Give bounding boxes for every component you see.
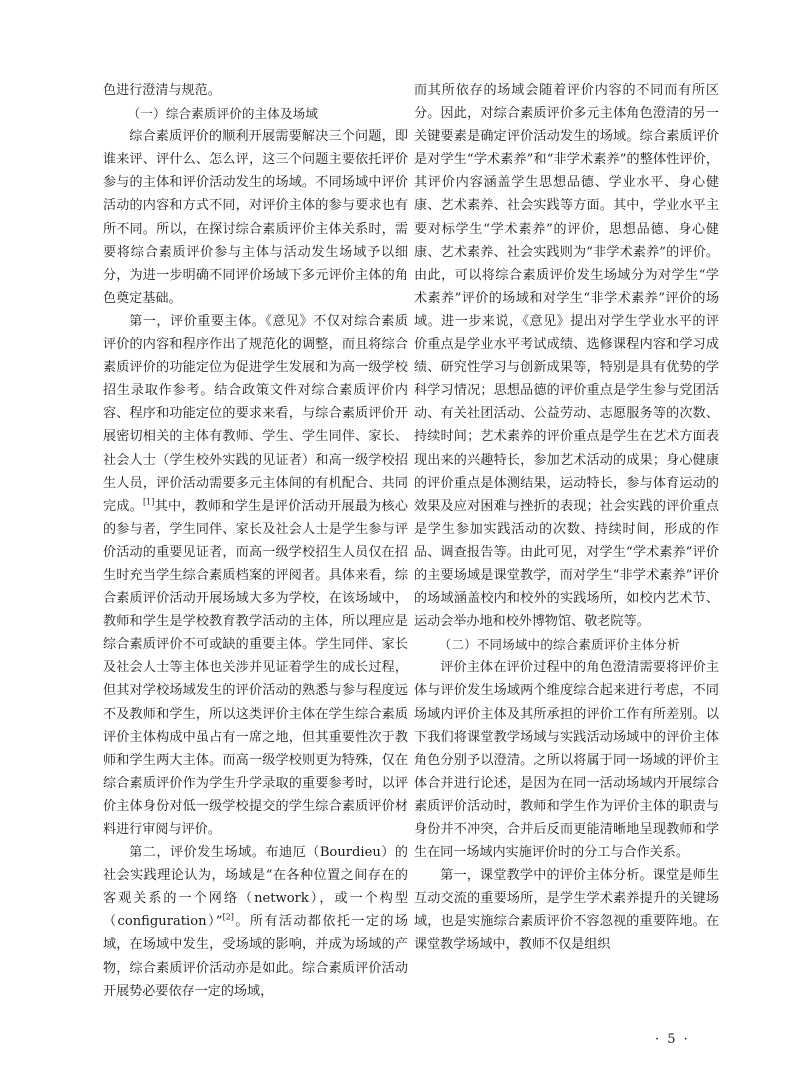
page-number: · 5 ·	[655, 1032, 690, 1047]
citation-ref: [2]	[222, 913, 234, 923]
left-column	[103, 79, 408, 1003]
paragraph: 综合素质评价的顺利开展需要解决三个问题，即谁来评、评什么、怎么评，这三个问题主要依托评价参与的主体和评价活动发生的场域。不同场域中评价活动的内容和方式不同，对评价主体的参与要求也有所不同。所以，在探讨综合素质评价主体关系时，需要将综合素质评价参与主体与活动发生场域予以细分，为进一步明确不同评价场域下多元评价主体的角色奠定基础。	[103, 129, 408, 306]
section-heading: （二）不同场域中的综合素质评价主体分析	[438, 637, 680, 653]
paragraph: 评价主体在评价过程中的角色澄清需要将评价主体与评价发生场域两个维度综合起来进行考虑，不同场域内评价主体及其所承担的评价工作有所差别。以下我们将课堂教学场域与实践活动场域中的评价主体角色分别予以澄清。之所以将属于同一场域的评价主体合并进行论述，是因为在同一活动场域内开展综合素质评价活动时，教师和学生作为评价主体的职责与身份并不冲突，合并后反而更能清晰地呈现教师和学生在同一场域内实施评价时的分工与合作关系。	[414, 660, 719, 861]
paragraph: 而其所依存的场域会随着评价内容的不同而有所区分。因此，对综合素质评价多元主体角色澄清的另一关键要素是确定评价活动发生的场域。综合素质评价是对学生“学术素养”和“非学术素养”的整体性评价，其评价内容涵盖学生思想品德、学业水平、身心健康、艺术素养、社会实践等方面。其中，学业水平主要对标学生“学术素养”的评价，思想品德、身心健康、艺术素养、社会实践则为“非学术素养”的评价。由此，可以将综合素质评价发生场域分为对学生“学术素养”评价的场域和对学生“非学术素养”评价的场域。进一步来说，《意见》提出对学生学业水平的评价重点是学业水平考试成绩、选修课程内容和学习成绩、研究性学习与创新成果等，特别是具有优势的学科学习情况；思想品德的评价重点是学生参与党团活动、有关社团活动、公益劳动、志愿服务等的次数、持续时间；艺术素养的评价重点是学生在艺术方面表现出来的兴趣特长，参加艺术活动的成果；身心健康的评价重点是体测结果，运动特长，参与体育运动的效果及应对困难与挫折的表现；社会实践的评价重点是学生参加实践活动的次数、持续时间，形成的作品、调查报告等。由此可见，对学生“学术素养”评价的主要场域是课堂教学，而对学生“非学术素养”评价的场域涵盖校内和校外的实践场所，如校内艺术节、运动会举办地和校外博物馆、敬老院等。	[414, 83, 719, 630]
citation-ref: [1]	[143, 497, 155, 507]
paragraph-text: 第二，评价发生场域。布迪厄（Bourdieu）的社会实践理论认为，场域是“在各种位置之间存在的客观关系的一个网络（network），或一个构型（configuration）”	[103, 845, 408, 930]
paragraph-text: 。所有活动都依托一定的场域，在场域中发生，受场域的影响，并成为场域的产物，综合素质评价活动亦是如此。综合素质评价活动开展势必要依存一定的场域，	[103, 914, 408, 999]
paragraph-text: 第一，评价重要主体。《意见》不仅对综合素质评价的内容和程序作出了规范化的调整，而且将综合素质评价的功能定位为促进学生发展和为高一级学校招生录取作参考。结合政策文件对综合素质评价内容、程序和功能定位的要求来看，与综合素质评价开展密切相关的主体有教师、学生、学生同伴、家长、社会人士（学生校外实践的见证者）和高一级学校招生人员，评价活动需要多元主体间的有机配合、共同完成。	[103, 313, 408, 514]
paragraph	[103, 310, 408, 841]
paragraph: 第一，课堂教学中的评价主体分析。课堂是师生互动交流的重要场所，是学生学术素养提升的关键场域，也是实施综合素质评价不容忽视的重要阵地。在课堂教学场域中，教师不仅是组织	[414, 868, 719, 953]
right-column	[414, 79, 719, 957]
paragraph-text: 其中，教师和学生是评价活动开展最为核心的参与者，学生同伴、家长及社会人士是学生参与评价活动的重要见证者，而高一级学校招生人员仅在招生时充当学生综合素质档案的评阅者。具体来看，综合素质评价活动开展场域大多为学校，在该场域中，教师和学生是学校教育教学活动的主体，所以理应是综合素质评价不可或缺的重要主体。学生同伴、家长及社会人士等主体也关涉并见证着学生的成长过程，但其对学校场域发生的评价活动的熟悉与参与程度远不及教师和学生，所以这类评价主体在学生综合素质评价主体构成中虽占有一席之地，但其重要性次于教师和学生两大主体。而高一级学校则更为特殊，仅在综合素质评价作为学生升学录取的重要参考时，以评价主体身份对低一级学校提交的学生综合素质评价材料进行审阅与评价。	[103, 498, 409, 837]
paragraph	[103, 841, 408, 1003]
section-heading: （一）综合素质评价的主体及场域	[127, 106, 319, 122]
paragraph: 色进行澄清与规范。	[103, 83, 221, 98]
